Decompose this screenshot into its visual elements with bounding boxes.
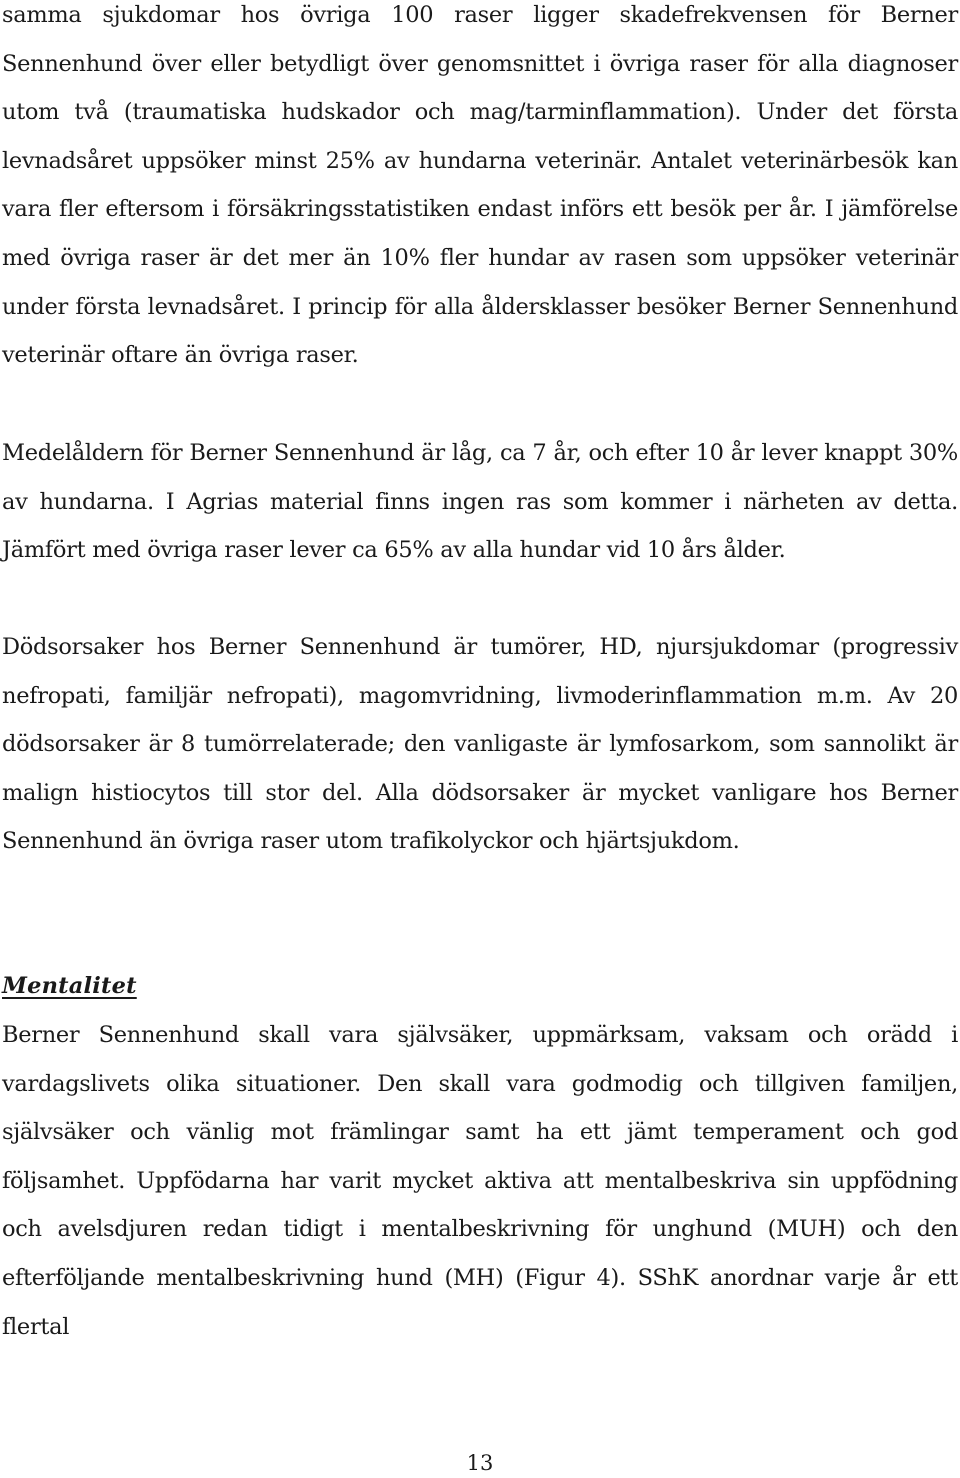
section-heading-mentalitet: Mentalitet [2,973,137,999]
paragraph-health-statistics: samma sjukdomar hos övriga 100 raser ligger skadefrekvensen för Berner Sennenhund över eller betydligt över genomsnittet i övriga raser för alla diagnoser utom två (traumatiska hudskador och mag/tarminflammation). Under det första levnadsåret uppsöker minst 25% av hundarna veterinär. Antalet veterinärbesök kan vara fler eftersom i försäkringsstatistiken endast införs ett besök per år. I jämförelse med övriga raser är det mer än 10% fler hundar av rasen som uppsöker veterinär under första levnadsåret. I princip för alla åldersklasser besöker Berner Sennenhund veterinär oftare än övriga raser. [2,2,958,369]
paragraph-life-expectancy: Medelåldern för Berner Sennenhund är låg, ca 7 år, och efter 10 år lever knappt 30% av hundarna. I Agrias material finns ingen ras som kommer i närheten av detta. Jämfört med övriga raser lever ca 65% av alla hundar vid 10 års ålder. [2,440,958,564]
paragraph-mentality: Berner Sennenhund skall vara självsäker, uppmärksam, vaksam och orädd i vardagslivets olika situationer. Den skall vara godmodig och tillgiven familjen, självsäker och vänlig mot främlingar samt ha ett jämt temperament och god följsamhet. Uppfödarna har varit mycket aktiva att mentalbeskriva sin uppfödning och avelsdjuren redan tidigt i mentalbeskrivning för unghund (MUH) och den efterföljande mentalbeskrivning hund (MH) (Figur 4). SShK anordnar varje år ett flertal [2,1022,958,1340]
paragraph-causes-of-death: Dödsorsaker hos Berner Sennenhund är tumörer, HD, njursjukdomar (progressiv nefropati, familjär nefropati), magomvridning, livmoderinflammation m.m. Av 20 dödsorsaker är 8 tumörrelaterade; den vanligaste är lymfosarkom, som sannolikt är malign histiocytos till stor del. Alla dödsorsaker är mycket vanligare hos Berner Sennenhund än övriga raser utom trafikolyckor och hjärtsjukdom. [2,634,958,855]
page-number: 13 [466,1451,494,1475]
